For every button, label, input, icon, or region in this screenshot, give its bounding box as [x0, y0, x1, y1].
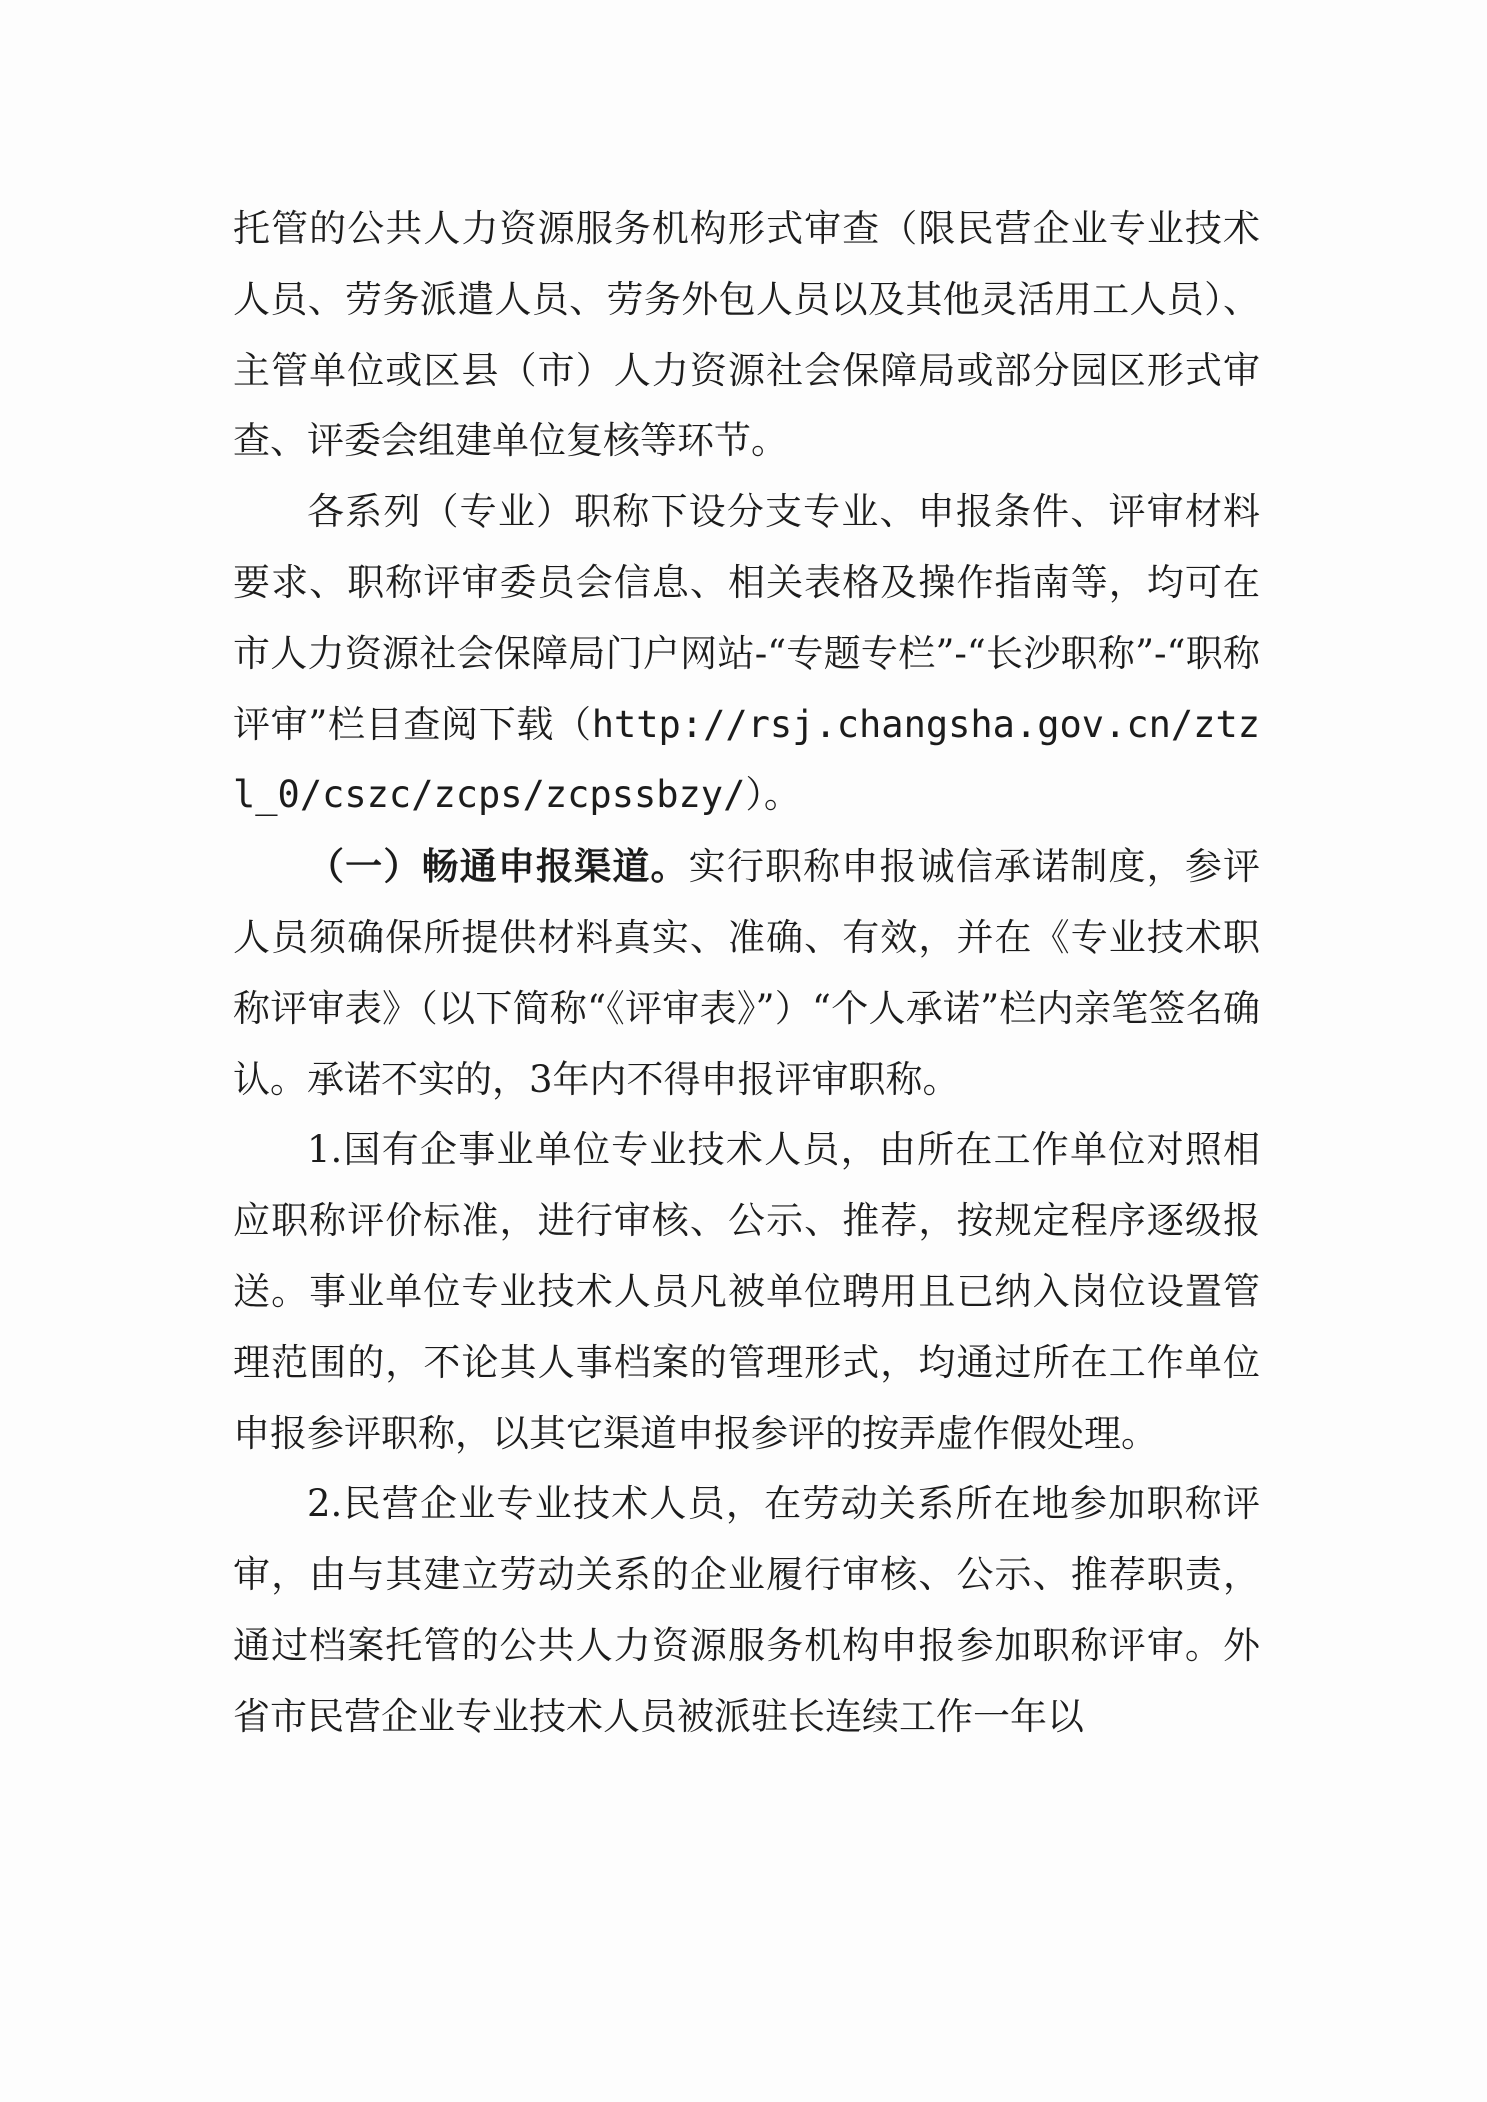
paragraph-download-info: [233, 477, 1260, 831]
section-1-heading: （一）畅通申报渠道。: [307, 844, 689, 889]
section-1-body: 实行职称申报诚信承诺制度，参评人员须确保所提供材料真实、准确、有效，并在《专业技术职称评审表》（以下简称“《评审表》”）“个人承诺”栏内亲笔签名确认。承诺不实的，3年内不得申报评审职称。: [233, 845, 1261, 1101]
section-1-paragraph: [233, 831, 1260, 1115]
paragraph-continuation: 托管的公共人力资源服务机构形式审查（限民营企业专业技术人员、劳务派遣人员、劳务外包人员以及其他灵活用工人员）、主管单位或区县（市）人力资源社会保障局或部分园区形式审查、评委会组建单位复核等环节。: [233, 207, 1260, 463]
download-info-end: ）。: [745, 773, 801, 817]
list-item-state-owned: 1.国有企事业单位专业技术人员，由所在工作单位对照相应职称评价标准，进行审核、公示、推荐，按规定程序逐级报送。事业单位专业技术人员凡被单位聘用且已纳入岗位设置管理范围的，不论其人事档案的管理形式，均通过所在工作单位申报参评职称，以其它渠道申报参评的按弄虚作假处理。: [233, 1128, 1260, 1455]
portal-url-link[interactable]: http://rsj.changsha.gov.cn/ztzl_0/cszc/zcps/zcpssbzy/: [233, 702, 1260, 817]
list-item-private-enterprise: 2.民营企业专业技术人员，在劳动关系所在地参加职称评审，由与其建立劳动关系的企业履行审核、公示、推荐职责，通过档案托管的公共人力资源服务机构申报参加职称评审。外省市民营企业专业技术人员被派驻长连续工作一年以: [233, 1482, 1260, 1738]
download-info-text: 各系列（专业）职称下设分支专业、申报条件、评审材料要求、职称评审委员会信息、相关表格及操作指南等，均可在市人力资源社会保障局门户网站-“专题专栏”-“长沙职称”-“职称评审”栏目查阅下载（: [233, 490, 1260, 746]
document-body: [233, 194, 1260, 1753]
